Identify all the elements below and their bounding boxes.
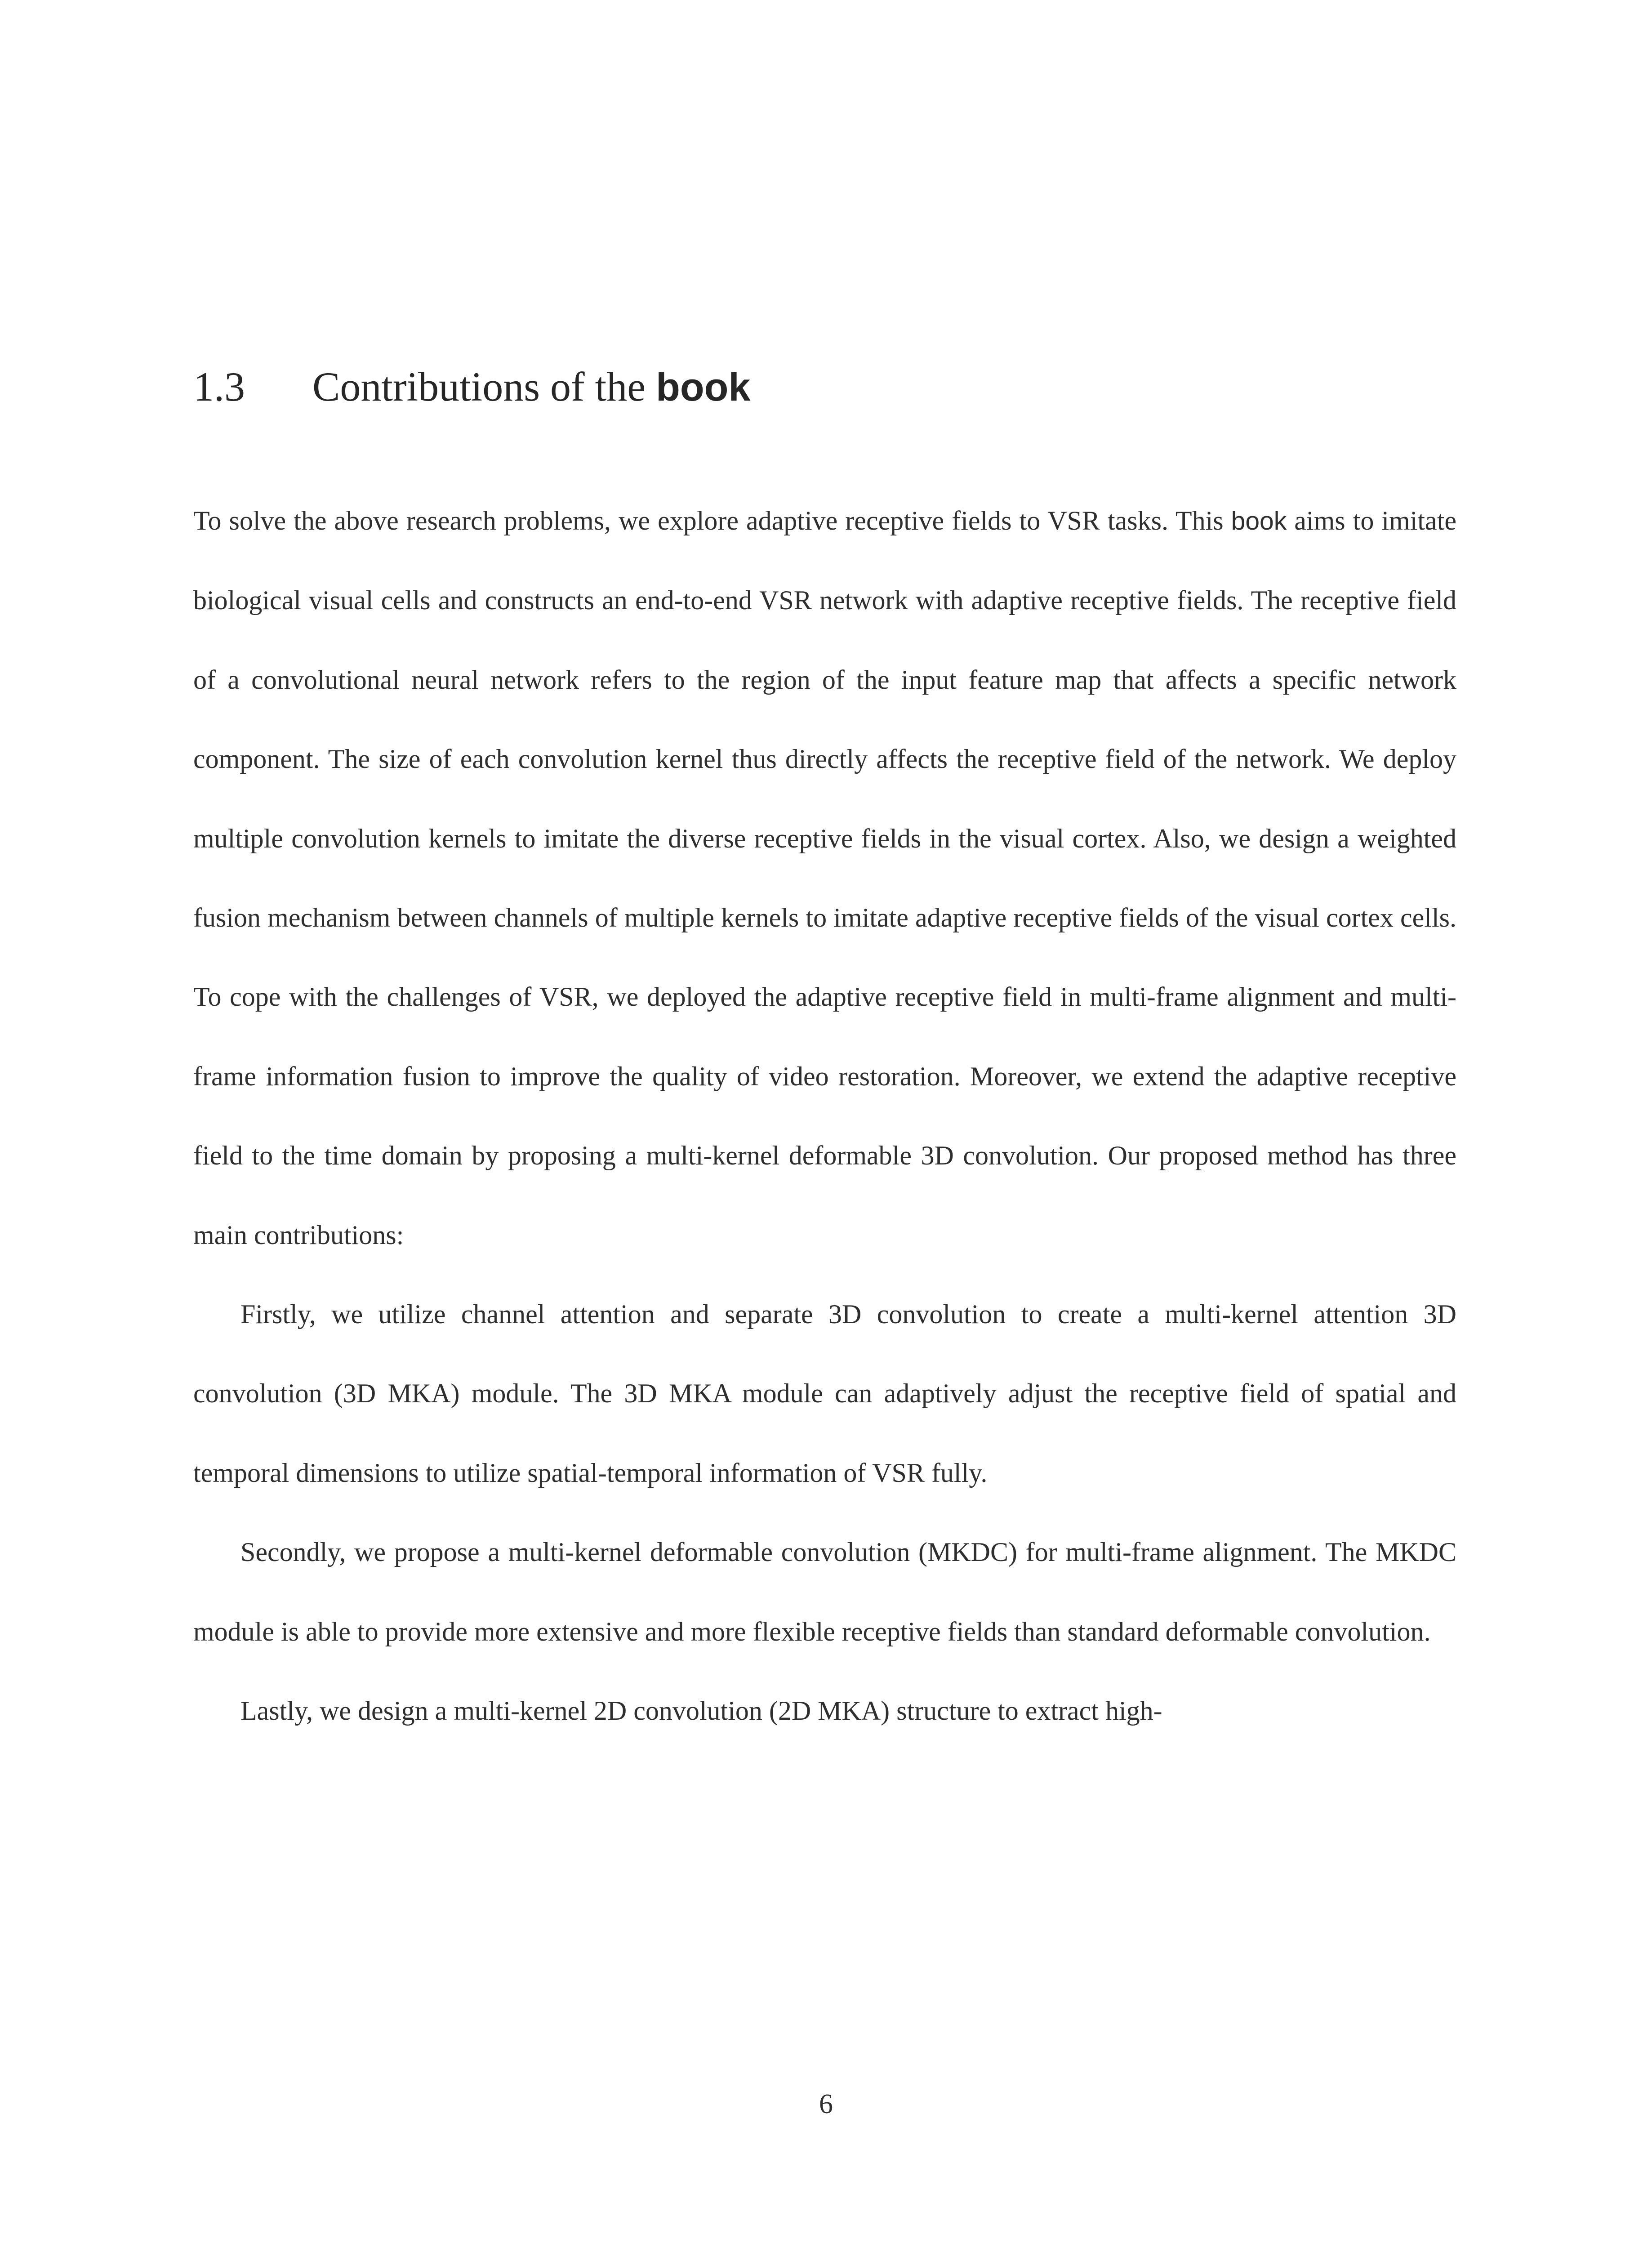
paragraph-intro [193,481,1456,1275]
section-heading [193,360,750,414]
paragraph-intro-part1: To solve the above research problems, we explore adaptive receptive fields to VSR tasks. This [193,506,1224,535]
paragraph-intro-book-word: book [1231,507,1287,535]
section-title-prefix: Contributions of the [312,364,646,410]
paragraph-secondly: Secondly, we propose a multi-kernel deformable convolution (MKDC) for multi-frame alignment. The MKDC module is able to provide more extensive and more flexible receptive fields than standard deformable convolution. [193,1537,1456,1646]
paragraph-firstly: Firstly, we utilize channel attention and separate 3D convolution to create a multi-kernel attention 3D convolution (3D MKA) module. The 3D MKA module can adaptively adjust the receptive field of spatial and temporal dimensions to utilize spatial-temporal information of VSR fully. [193,1299,1456,1488]
paragraph-lastly: Lastly, we design a multi-kernel 2D convolution (2D MKA) structure to extract high- [240,1696,1162,1726]
section-title-book-word: book [656,365,751,409]
section-number: 1.3 [193,364,245,410]
page-number: 6 [819,2089,833,2119]
paragraph-intro-part2: aims to imitate biological visual cells and constructs an end-to-end VSR network with adaptive receptive fields. The receptive field of a convolutional neural network refers to the region of the input feature map that affects a specific network component. The size of each convolution kernel thus directly affects the receptive field of the network. We deploy multiple convolution kernels to imitate the diverse receptive fields in the visual cortex. Also, we design a weighted fusion mechanism between channels of multiple kernels to imitate adaptive receptive fields of the visual cortex cells. To cope with the challenges of VSR, we deployed the adaptive receptive field in multi-frame alignment and multi-frame information fusion to improve the quality of video restoration. Moreover, we extend the adaptive receptive field to the time domain by proposing a multi-kernel deformable 3D convolution. Our proposed method has three main contributions: [193,506,1456,1250]
body-text [193,481,1456,1751]
